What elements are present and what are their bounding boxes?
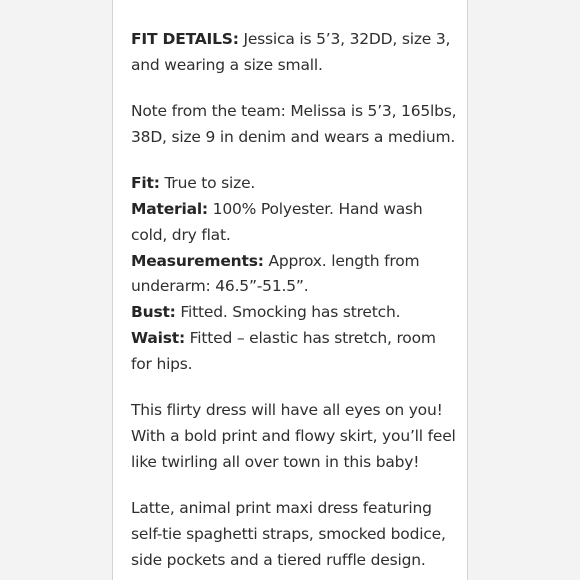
spec-material-value: 100% Polyester. Hand wash cold, dry flat. — [131, 199, 423, 244]
pitch-paragraph: This flirty dress will have all eyes on you! With a bold print and flowy skirt, you’ll feel like twirling all over town in this baby! — [131, 401, 456, 471]
spec-fit — [131, 171, 461, 197]
spec-bust — [131, 300, 461, 326]
spec-fit-value: True to size. — [159, 174, 256, 193]
product-description-panel — [112, 0, 468, 580]
spec-material-label: Material: — [131, 199, 208, 218]
spec-measurements — [131, 249, 461, 301]
spec-measurements-label: Measurements: — [131, 251, 264, 270]
spec-material — [131, 197, 461, 249]
specs-paragraph — [131, 171, 461, 377]
product-description-text — [131, 27, 461, 580]
spec-waist-label: Waist: — [131, 328, 185, 347]
team-note-paragraph: Note from the team: Melissa is 5’3, 165lbs, 38D, size 9 in denim and wears a medium. — [131, 102, 457, 146]
spec-fit-label: Fit: — [131, 174, 160, 193]
spec-bust-value: Fitted. Smocking has stretch. — [175, 303, 401, 322]
spec-waist — [131, 326, 461, 378]
spec-waist-value: Fitted – elastic has stretch, room for hips. — [131, 328, 436, 373]
description-paragraph: Latte, animal print maxi dress featuring self-tie spaghetti straps, smocked bodice, side pockets and a tiered ruffle design. — [131, 498, 446, 569]
spec-bust-label: Bust: — [131, 303, 176, 322]
fit-details-label: FIT DETAILS: — [131, 30, 239, 48]
fit-details-paragraph — [131, 27, 461, 79]
fit-details-text: Jessica is 5’3, 32DD, size 3, and wearing a size small. — [131, 30, 451, 74]
spec-measurements-value: Approx. length from underarm: 46.5”-51.5”. — [131, 251, 420, 296]
